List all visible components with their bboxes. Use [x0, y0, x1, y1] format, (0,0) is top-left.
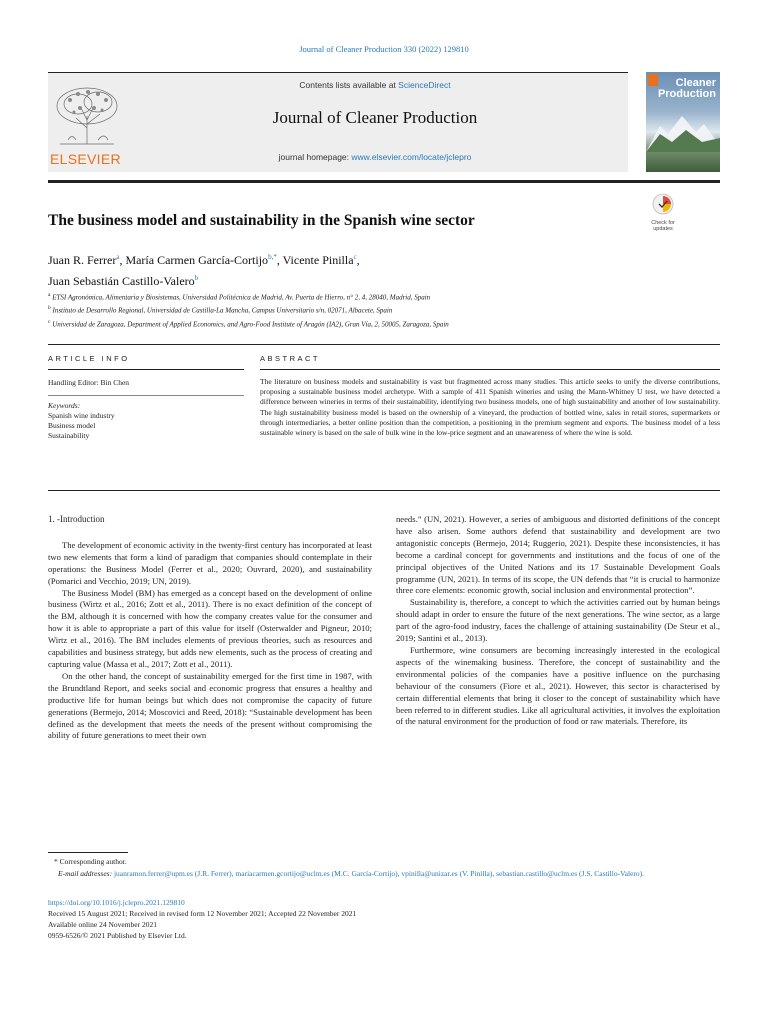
footnote-rule	[48, 852, 128, 853]
body-paragraph: The Business Model (BM) has emerged as a concept based on the development of online business (Wirtz et al., 2016; Zott et al., 2011). There is no exact definition of the concept of the BM, although it is concerned with how the company creates value for the consumer and how it is able to appropriate a part of this value for itself (Osterwalder and Pigneur, 2010; Wirtz et al., 2016). The BM includes elements of previous theories, such as resources and capabilities and business strategy, but adds new elements, such as the process of creating and capturing value (Massa et al., 2017; Zott et al., 2011).	[48, 587, 372, 669]
sciencedirect-link[interactable]: ScienceDirect	[398, 80, 451, 90]
article-title: The business model and sustainability in the Spanish wine sector	[48, 212, 475, 229]
section-title-introduction: 1. -Introduction	[48, 514, 105, 524]
masthead-bottom-rule	[48, 180, 720, 183]
author-2-affiliation-mark[interactable]: b,*	[268, 253, 277, 261]
abstract-section	[260, 354, 720, 438]
body-left-column	[48, 514, 372, 742]
keyword-item: Sustainability	[48, 431, 90, 440]
email-links[interactable]: juanramon.ferrer@upm.es (J.R. Ferrer), mariacarmen.gcortijo@uclm.es (M.C. García-Cortijo), vpinilla@unizar.es (V. Pinilla), sebastian.castillo@uclm.es (J.S. Castillo-Valero).	[113, 868, 645, 878]
copyright: 0959-6526/© 2021 Published by Elsevier Ltd.	[48, 931, 187, 940]
author-2[interactable]: María Carmen García-Cortijo	[125, 253, 269, 267]
body-paragraph: needs.” (UN, 2021). However, a series of ambiguous and distorted definitions of the concept have also arisen. Some authors defend that sustainability and development are two antagonistic concepts (Bermejo, 2014; Ruggerio, 2021). Despite these inconsistencies, it has become a cardinal concept for governments and institutions and the focus of one of the principal objectives of the United Nations and its 17 Sustainable Development Goals programme (UN, 2021). In terms of its scope, the UN defends that “it is crucial to harmonize three core elements: economic growth, social inclusion and environmental protection”.	[396, 514, 720, 596]
journal-cover-image[interactable]	[646, 72, 720, 172]
author-4[interactable]: Juan Sebastián Castillo-Valero	[48, 274, 195, 288]
cover-title	[650, 78, 716, 100]
received-dates: Received 15 August 2021; Received in revised form 12 November 2021; Accepted 22 November 2021	[48, 909, 357, 918]
affiliation-c: $^c$ Universidad de Zaragoza, Department of Applied Economics, and Agro-Food Institute of Aragón (IA2), Gran Vía, 2, 50005, Zaragoza, Spain	[48, 318, 449, 328]
doi-link[interactable]: https://doi.org/10.1016/j.jclepro.2021.129810	[48, 898, 185, 907]
journal-citation[interactable]: Journal of Cleaner Production 330 (2022) 129810	[299, 44, 469, 54]
handling-editor: Handling Editor: Bin Chen	[48, 378, 130, 387]
footnotes	[48, 852, 720, 879]
check-updates-label-1: Check for	[651, 220, 675, 226]
affiliation-b: $^b$ Instituto de Desarrollo Regional, Universidad de Castilla-La Mancha, Campus Universitario s/n, 02071, Albacete, Spain	[48, 305, 393, 315]
journal-title: Journal of Cleaner Production	[272, 108, 478, 127]
email-label: E-mail addresses:	[58, 868, 114, 878]
author-1-affiliation-mark[interactable]: a	[116, 253, 120, 261]
author-4-affiliation-mark[interactable]: b	[194, 274, 199, 282]
author-3-affiliation-mark[interactable]: c	[353, 253, 357, 261]
publisher-name: ELSEVIER	[50, 151, 121, 167]
email-addresses	[48, 868, 720, 880]
homepage-link[interactable]: www.elsevier.com/locate/jclepro	[351, 152, 472, 162]
author-1[interactable]: Juan R. Ferrer	[48, 253, 117, 267]
contents-availability	[130, 80, 620, 90]
keyword-item: Business model	[48, 421, 96, 430]
check-updates-icon	[652, 193, 674, 215]
body-right-column	[396, 514, 720, 728]
homepage-prefix: journal homepage:	[278, 152, 352, 162]
cover-mountain-icon	[646, 112, 720, 152]
header-separator	[48, 344, 720, 345]
abstract-text: The literature on business models and sustainability is vast but fragmented across many studies. This article seeks to unify the diverse contributions, proposing a sustainable business model archetype. With a sample of 411 Spanish wineries and using the Mann-Whitney U test, we have detected a difference between wineries in terms of their sustainability, identifying two business models, one of high sustainability and another of low sustainability. The high sustainability business model is based on the ownership of a vineyard, the production of bottled wine, sales in retail stores, supermarkets or through intermediaries, a better online position than the competition, a positioning in the premium segment and exports. The business model of a less sustainable winery is based on the sale of bulk wine in the low-price segment and an unawareness of where the wine is sold.	[260, 377, 720, 438]
keyword-item: Spanish wine industry	[48, 411, 115, 420]
body-paragraph: Sustainability is, therefore, a concept to which the activities carried out by human beings should adapt in order to ensure the future of the next generations. The wine sector, as a large part of the agro-food industry, faces the challenge of attaining sustainability (De Steur et al., 2019; Santini et al., 2013).	[396, 597, 720, 644]
body-paragraph: Furthermore, wine consumers are becoming increasingly interested in the ecological aspects of the winemaking business. Therefore, the concept of sustainability and the environmental policies of the companies have a positive influence on the purchasing behaviour of the consumers (Fiore et al., 2021). However, this sector is characterised by certain differential elements that bring it closer to the concept of sustainability which have been referred to in different studies. Like all agricultural activities, it involves the exploitation of the natural environment for the production of food or raw materials. Therefore, its	[396, 644, 720, 727]
author-3[interactable]: Vicente Pinilla	[282, 253, 354, 267]
article-info-heading: ARTICLE INFO	[48, 354, 130, 363]
body-paragraph: The development of economic activity in the twenty-first century has incorporated at least two new elements that form a kind of paradigm that companies should contemplate in their operations: the Business Model (Ferrer et al., 2020; Ouvrard, 2020), and sustainability (Pomarici and Vecchio, 2019; UN, 2019).	[48, 539, 372, 586]
abstract-heading: ABSTRACT	[260, 354, 321, 363]
affiliation-a: $^a$ ETSI Agronómica, Alimentaria y Biosistemas, Universidad Politécnica de Madrid, Av. Puerta de Hierro, n° 2, 4, 28040, Madrid, Spain	[48, 292, 431, 302]
article-info-rule	[48, 369, 244, 370]
available-online: Available online 24 November 2021	[48, 920, 157, 929]
contents-prefix: Contents lists available at	[299, 80, 399, 90]
author-list: Juan R. Ferrer$^a$, María Carmen García-Cortijo$^{b,*}$, Vicente Pinilla$^c$, Juan Sebastián Castillo-Valero$^b$	[48, 253, 360, 288]
affiliation-list	[48, 290, 688, 330]
abstract-rule	[260, 369, 720, 370]
check-for-updates-button[interactable]	[646, 193, 680, 231]
info-divider	[48, 395, 244, 396]
cover-title-line-1: Cleaner	[675, 77, 716, 89]
article-metadata	[48, 897, 720, 941]
check-updates-label-2: updates	[653, 226, 673, 232]
keywords-label: Keywords:	[48, 401, 81, 410]
body-paragraph: On the other hand, the concept of sustainability emerged for the first time in 1987, with the Brundtland Report, and seeks social and economic progress that ensures a healthy and productive life for human beings but which does not compromise the capacity of future generations (Bermejo, 2014; Moscovici and Reed, 2018): “Sustainable development has been defined as the development that meets the needs of the present without compromising the ability of future generations to meet their own	[48, 670, 372, 741]
corresponding-author-note: * Corresponding author.	[54, 857, 127, 866]
abstract-bottom-rule	[48, 490, 720, 491]
journal-homepage	[130, 152, 620, 162]
cover-title-line-2: Production	[657, 88, 716, 100]
article-info-section	[48, 354, 244, 441]
